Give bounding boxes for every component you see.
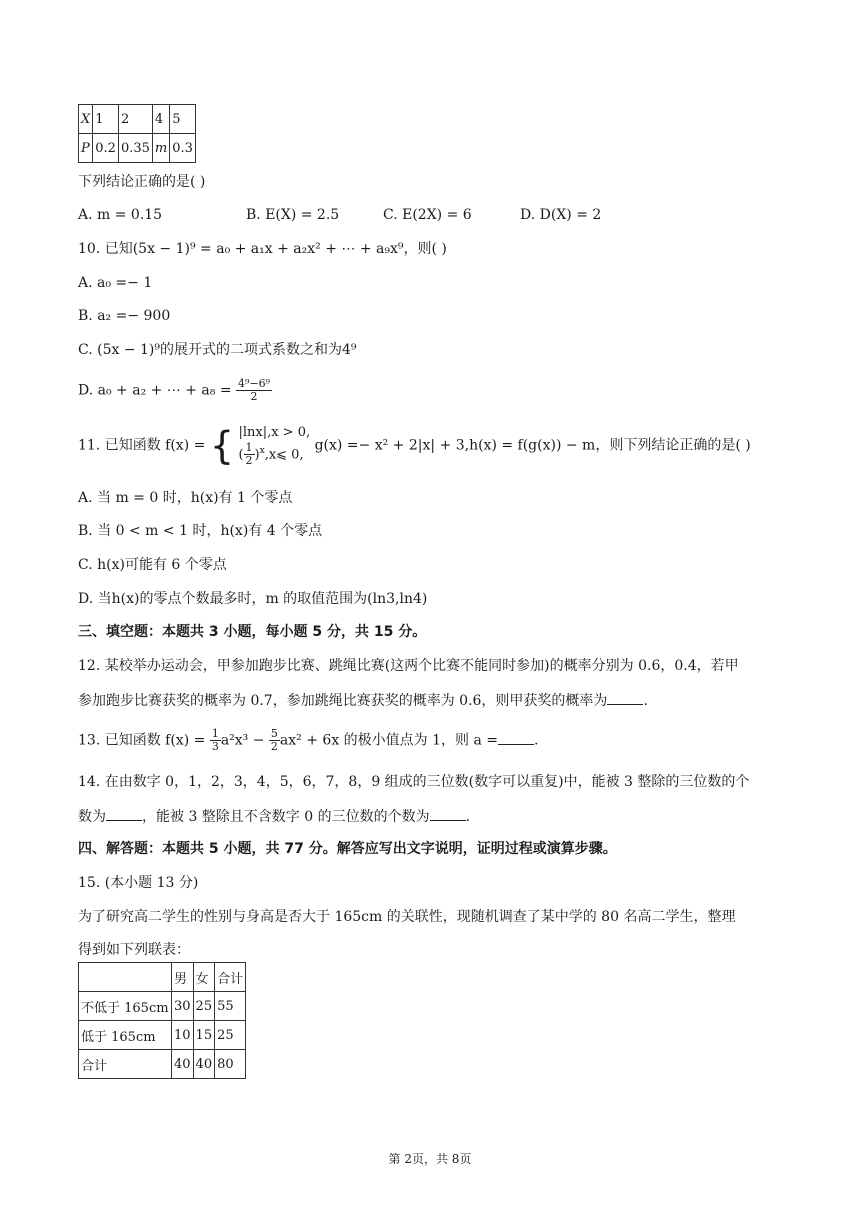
table-row xyxy=(79,1021,246,1050)
answer-blank xyxy=(498,730,534,745)
q14-line-1: 14. 在由数字 0，1，2，3，4，5，6，7，8，9 组成的三位数(数字可以重复)中，能被 3 整除的三位数的个 xyxy=(78,774,750,790)
piecewise-case-1: |lnx|,x > 0, xyxy=(238,425,311,440)
table-row xyxy=(79,1050,246,1079)
distribution-table xyxy=(78,104,196,163)
table-cell: 0.2 xyxy=(93,134,119,163)
table-cell: 合计 xyxy=(79,1050,172,1079)
table-cell: 0.3 xyxy=(170,134,196,163)
table-cell: 15 xyxy=(193,1021,215,1050)
q9-option-b: B. E(X) = 2.5 xyxy=(246,207,340,223)
table-cell: 25 xyxy=(215,1021,246,1050)
contingency-table xyxy=(78,962,246,1079)
q14-text-b: ，能被 3 整除且不含数字 0 的三位数的个数为 xyxy=(142,809,430,825)
answer-blank xyxy=(430,806,466,821)
q9-option-a: A. m = 0.15 xyxy=(78,207,163,223)
q11-option-b: B. 当 0 < m < 1 时，h(x)有 4 个零点 xyxy=(78,523,323,539)
table-cell: 40 xyxy=(172,1050,194,1079)
q9-stem: 下列结论正确的是( ) xyxy=(78,174,206,190)
q14-end: . xyxy=(465,809,471,825)
q10-option-d xyxy=(78,378,272,403)
fraction xyxy=(236,378,272,403)
fraction xyxy=(244,442,255,467)
fraction-denominator: 3 xyxy=(211,740,219,753)
q13-prefix: 13. 已知函数 f(x) = xyxy=(78,732,206,749)
piecewise-case-2-condition: ,x⩽ 0, xyxy=(264,447,304,463)
section-heading-4: 四、解答题：本题共 5 小题，共 77 分。解答应写出文字说明，证明过程或演算步骤。 xyxy=(78,841,617,857)
q10-option-d-text: D. a₀ + a₂ + ⋯ + a₈ = xyxy=(78,382,232,399)
table-cell: 10 xyxy=(172,1021,194,1050)
table-row xyxy=(79,134,196,163)
q13-term-1: a²x³ − xyxy=(220,732,265,749)
table-cell: 1 xyxy=(93,105,119,134)
q12-line-2-text: 参加跑步比赛获奖的概率为 0.7，参加跳绳比赛获奖的概率为 0.6，则甲获奖的概率为 xyxy=(78,693,608,709)
fraction-numerator: 1 xyxy=(245,441,253,455)
q15-line-2: 得到如下列联表： xyxy=(78,942,190,958)
q12-line-1: 12. 某校举办运动会，甲参加跑步比赛、跳绳比赛(这两个比赛不能同时参加)的概率分别为 0.6，0.4，若甲 xyxy=(78,658,739,674)
table-header-cell: 合计 xyxy=(215,963,246,992)
fraction-numerator: 5 xyxy=(270,727,278,740)
table-header-cell: 男 xyxy=(172,963,194,992)
piecewise-case-2: ( $\frac{1}{2}$ )$^x$,x⩽ 0, xyxy=(238,441,304,468)
table-cell: 2 xyxy=(118,105,152,134)
q10-option-a: A. a₀ =− 1 xyxy=(78,275,153,291)
fraction-denominator: 2 xyxy=(250,390,258,403)
answer-blank xyxy=(106,806,142,821)
answer-blank xyxy=(607,690,643,705)
q11-option-a: A. 当 m = 0 时，h(x)有 1 个零点 xyxy=(78,490,293,506)
fraction xyxy=(210,728,221,753)
q14-line-2 xyxy=(78,806,470,827)
q13-stem xyxy=(78,728,538,753)
table-cell: 40 xyxy=(193,1050,215,1079)
table-cell: 低于 165cm xyxy=(79,1021,172,1050)
q11-suffix: g(x) =− x² + 2|x| + 3,h(x) = f(g(x)) − m，则下列结论正确的是( ) xyxy=(314,437,751,454)
table-cell: 不低于 165cm xyxy=(79,992,172,1021)
q11-prefix: 11. 已知函数 f(x) = xyxy=(78,437,206,454)
section-heading-3: 三、填空题：本题共 3 小题，每小题 5 分，共 15 分。 xyxy=(78,624,427,640)
q13-term-2: ax² + 6x 的极小值点为 1，则 a = xyxy=(279,732,498,749)
q15-line-1: 为了研究高二学生的性别与身高是否大于 165cm 的关联性，现随机调查了某中学的 80 名高二学生，整理 xyxy=(78,909,736,925)
piecewise-function xyxy=(238,424,310,467)
q11-option-c: C. h(x)可能有 6 个零点 xyxy=(78,557,227,573)
fraction-numerator: 1 xyxy=(211,727,219,740)
table-cell: 80 xyxy=(215,1050,246,1079)
table-header-cell xyxy=(79,963,172,992)
q9-options xyxy=(78,205,601,225)
q11-stem xyxy=(78,424,751,467)
q12-line-2 xyxy=(78,690,648,711)
table-row xyxy=(79,105,196,134)
table-cell: 25 xyxy=(193,992,215,1021)
q9-option-c: C. E(2X) = 6 xyxy=(383,207,472,223)
q13-end: . xyxy=(534,732,539,749)
fraction-denominator: 2 xyxy=(270,740,278,753)
fraction-denominator: 2 xyxy=(245,454,253,468)
table-cell: 4 xyxy=(152,105,169,134)
fraction-numerator: 4⁹−6⁹ xyxy=(238,377,271,390)
q12-line-2-end: . xyxy=(643,693,648,709)
table-cell: 0.35 xyxy=(118,134,152,163)
table-header-cell: 女 xyxy=(193,963,215,992)
q10-option-c: C. (5x − 1)⁹的展开式的二项式系数之和为4⁹ xyxy=(78,342,357,358)
table-cell: 30 xyxy=(172,992,194,1021)
fraction xyxy=(269,728,280,753)
q15-header: 15. (本小题 13 分) xyxy=(78,875,199,891)
table-cell: 55 xyxy=(215,992,246,1021)
page-footer: 第 2页，共 8页 xyxy=(388,1152,472,1166)
q9-option-d: D. D(X) = 2 xyxy=(520,207,602,223)
q11-option-d: D. 当h(x)的零点个数最多时，m 的取值范围为(ln3,ln4) xyxy=(78,591,428,607)
left-brace: { xyxy=(209,423,234,468)
table-row xyxy=(79,992,246,1021)
q10-stem: 10. 已知(5x − 1)⁹ = a₀ + a₁x + a₂x² + ⋯ + a₉x⁹，则( ) xyxy=(78,241,447,257)
q14-text-a: 数为 xyxy=(78,809,106,825)
table-cell: X xyxy=(79,105,93,134)
table-cell: 5 xyxy=(170,105,196,134)
table-header-row xyxy=(79,963,246,992)
table-cell: m xyxy=(152,134,169,163)
q10-option-b: B. a₂ =− 900 xyxy=(78,308,171,324)
table-cell: P xyxy=(79,134,93,163)
